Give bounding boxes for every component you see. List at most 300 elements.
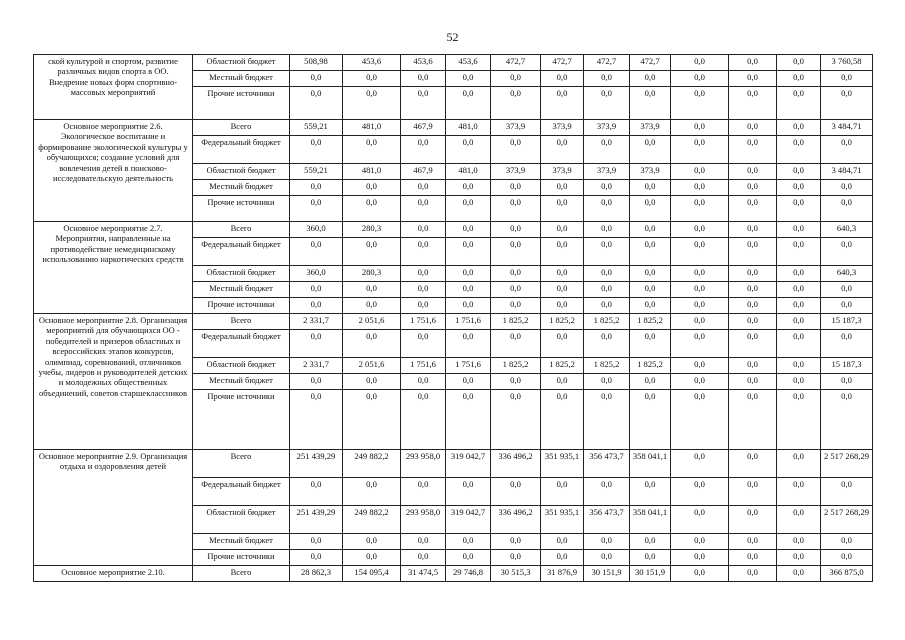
amount-cell: 0,0	[671, 374, 729, 390]
amount-cell: 0,0	[671, 330, 729, 358]
funding-source: Местный бюджет	[193, 534, 290, 550]
amount-cell: 0,0	[343, 87, 401, 120]
amount-cell: 0,0	[821, 298, 873, 314]
amount-cell: 0,0	[401, 196, 446, 222]
amount-cell: 481,0	[446, 164, 491, 180]
amount-cell: 0,0	[290, 534, 343, 550]
amount-cell: 0,0	[401, 298, 446, 314]
activity-description: Основное мероприятие 2.8. Организация мероприятий для обучающихся ОО - победителей и призеров областных и всероссийских этапов конкурсов, олимпиад, соревнований, отличников учебы, лидеров и руководителей детских и молодежных общественных объединений, советов старшеклассников	[34, 314, 193, 450]
amount-cell: 0,0	[491, 136, 541, 164]
amount-cell: 0,0	[821, 374, 873, 390]
amount-cell: 0,0	[343, 478, 401, 506]
amount-cell: 0,0	[446, 222, 491, 238]
amount-cell: 0,0	[671, 534, 729, 550]
amount-cell: 0,0	[671, 506, 729, 534]
amount-cell: 0,0	[729, 120, 777, 136]
amount-cell: 0,0	[729, 478, 777, 506]
funding-source: Областной бюджет	[193, 55, 290, 71]
amount-cell: 0,0	[491, 550, 541, 566]
amount-cell: 0,0	[671, 478, 729, 506]
amount-cell: 0,0	[584, 266, 630, 282]
amount-cell: 0,0	[777, 120, 821, 136]
amount-cell: 0,0	[630, 196, 671, 222]
amount-cell: 0,0	[821, 136, 873, 164]
amount-cell: 0,0	[777, 222, 821, 238]
funding-source: Областной бюджет	[193, 506, 290, 534]
amount-cell: 373,9	[541, 164, 584, 180]
funding-source: Прочие источники	[193, 390, 290, 450]
amount-cell: 0,0	[401, 478, 446, 506]
amount-cell: 0,0	[777, 330, 821, 358]
amount-cell: 1 751,6	[446, 314, 491, 330]
funding-source: Областной бюджет	[193, 164, 290, 180]
table-row	[34, 566, 873, 582]
amount-cell: 0,0	[541, 180, 584, 196]
amount-cell: 0,0	[491, 71, 541, 87]
activity-description: Основное мероприятие 2.7. Мероприятия, направленные на противодействие немедицинскому использованию наркотических средств	[34, 222, 193, 314]
amount-cell: 0,0	[541, 87, 584, 120]
amount-cell: 0,0	[446, 390, 491, 450]
amount-cell: 0,0	[343, 71, 401, 87]
funding-source: Всего	[193, 450, 290, 478]
amount-cell: 0,0	[777, 358, 821, 374]
amount-cell: 373,9	[541, 120, 584, 136]
amount-cell: 0,0	[446, 238, 491, 266]
amount-cell: 0,0	[671, 566, 729, 582]
amount-cell: 0,0	[491, 374, 541, 390]
amount-cell: 0,0	[446, 478, 491, 506]
amount-cell: 0,0	[630, 222, 671, 238]
amount-cell: 280,3	[343, 222, 401, 238]
amount-cell: 0,0	[630, 330, 671, 358]
amount-cell: 0,0	[777, 238, 821, 266]
amount-cell: 0,0	[671, 298, 729, 314]
amount-cell: 0,0	[401, 330, 446, 358]
amount-cell: 453,6	[343, 55, 401, 71]
amount-cell: 0,0	[491, 180, 541, 196]
amount-cell: 2 051,6	[343, 358, 401, 374]
amount-cell: 0,0	[584, 238, 630, 266]
amount-cell: 0,0	[446, 550, 491, 566]
amount-cell: 15 187,3	[821, 314, 873, 330]
amount-cell: 0,0	[584, 196, 630, 222]
amount-cell: 0,0	[729, 450, 777, 478]
amount-cell: 0,0	[729, 196, 777, 222]
funding-source: Федеральный бюджет	[193, 478, 290, 506]
amount-cell: 0,0	[401, 266, 446, 282]
amount-cell: 2 331,7	[290, 314, 343, 330]
amount-cell: 0,0	[729, 87, 777, 120]
amount-cell: 0,0	[491, 298, 541, 314]
amount-cell: 0,0	[343, 534, 401, 550]
amount-cell: 0,0	[630, 550, 671, 566]
amount-cell: 0,0	[777, 87, 821, 120]
amount-cell: 0,0	[671, 87, 729, 120]
amount-cell: 0,0	[630, 478, 671, 506]
amount-cell: 0,0	[491, 390, 541, 450]
amount-cell: 467,9	[401, 120, 446, 136]
amount-cell: 1 825,2	[584, 314, 630, 330]
amount-cell: 0,0	[541, 222, 584, 238]
amount-cell: 453,6	[446, 55, 491, 71]
amount-cell: 0,0	[584, 180, 630, 196]
amount-cell: 249 882,2	[343, 506, 401, 534]
amount-cell: 0,0	[821, 390, 873, 450]
amount-cell: 0,0	[671, 196, 729, 222]
amount-cell: 0,0	[401, 71, 446, 87]
amount-cell: 0,0	[541, 266, 584, 282]
amount-cell: 0,0	[401, 222, 446, 238]
table-row	[34, 314, 873, 330]
amount-cell: 373,9	[491, 120, 541, 136]
amount-cell: 640,3	[821, 222, 873, 238]
amount-cell: 0,0	[630, 180, 671, 196]
amount-cell: 0,0	[821, 478, 873, 506]
amount-cell: 0,0	[343, 330, 401, 358]
amount-cell: 0,0	[777, 71, 821, 87]
amount-cell: 0,0	[401, 238, 446, 266]
funding-source: Местный бюджет	[193, 71, 290, 87]
amount-cell: 0,0	[729, 506, 777, 534]
amount-cell: 319 042,7	[446, 450, 491, 478]
amount-cell: 0,0	[541, 374, 584, 390]
amount-cell: 0,0	[729, 550, 777, 566]
amount-cell: 0,0	[491, 266, 541, 282]
amount-cell: 0,0	[401, 550, 446, 566]
funding-source: Областной бюджет	[193, 358, 290, 374]
amount-cell: 1 825,2	[630, 314, 671, 330]
amount-cell: 2 517 268,29	[821, 450, 873, 478]
amount-cell: 351 935,1	[541, 506, 584, 534]
amount-cell: 0,0	[630, 87, 671, 120]
amount-cell: 31 876,9	[541, 566, 584, 582]
amount-cell: 0,0	[446, 180, 491, 196]
amount-cell: 1 751,6	[401, 358, 446, 374]
amount-cell: 559,21	[290, 120, 343, 136]
amount-cell: 0,0	[343, 196, 401, 222]
amount-cell: 0,0	[491, 330, 541, 358]
amount-cell: 0,0	[290, 71, 343, 87]
amount-cell: 0,0	[821, 238, 873, 266]
amount-cell: 0,0	[446, 330, 491, 358]
funding-source: Прочие источники	[193, 550, 290, 566]
amount-cell: 0,0	[821, 71, 873, 87]
amount-cell: 0,0	[777, 298, 821, 314]
amount-cell: 0,0	[671, 314, 729, 330]
amount-cell: 0,0	[821, 180, 873, 196]
amount-cell: 0,0	[446, 298, 491, 314]
amount-cell: 0,0	[446, 374, 491, 390]
amount-cell: 0,0	[446, 196, 491, 222]
amount-cell: 0,0	[630, 282, 671, 298]
budget-table	[33, 54, 873, 582]
amount-cell: 0,0	[671, 55, 729, 71]
amount-cell: 0,0	[541, 196, 584, 222]
amount-cell: 0,0	[671, 164, 729, 180]
funding-source: Областной бюджет	[193, 266, 290, 282]
amount-cell: 0,0	[821, 330, 873, 358]
amount-cell: 336 496,2	[491, 450, 541, 478]
amount-cell: 0,0	[729, 330, 777, 358]
amount-cell: 358 041,1	[630, 506, 671, 534]
amount-cell: 0,0	[401, 374, 446, 390]
funding-source: Федеральный бюджет	[193, 330, 290, 358]
amount-cell: 0,0	[630, 266, 671, 282]
amount-cell: 0,0	[729, 298, 777, 314]
amount-cell: 481,0	[343, 120, 401, 136]
amount-cell: 0,0	[491, 478, 541, 506]
amount-cell: 351 935,1	[541, 450, 584, 478]
amount-cell: 0,0	[343, 390, 401, 450]
amount-cell: 472,7	[630, 55, 671, 71]
amount-cell: 0,0	[777, 450, 821, 478]
amount-cell: 0,0	[541, 550, 584, 566]
amount-cell: 0,0	[343, 550, 401, 566]
amount-cell: 0,0	[671, 390, 729, 450]
amount-cell: 0,0	[777, 55, 821, 71]
amount-cell: 356 473,7	[584, 450, 630, 478]
amount-cell: 559,21	[290, 164, 343, 180]
amount-cell: 0,0	[584, 136, 630, 164]
amount-cell: 0,0	[671, 120, 729, 136]
amount-cell: 360,0	[290, 222, 343, 238]
funding-source: Прочие источники	[193, 298, 290, 314]
table-row	[34, 222, 873, 238]
amount-cell: 373,9	[630, 164, 671, 180]
page-number: 52	[446, 30, 459, 44]
amount-cell: 0,0	[446, 136, 491, 164]
amount-cell: 0,0	[290, 136, 343, 164]
amount-cell: 467,9	[401, 164, 446, 180]
amount-cell: 0,0	[290, 390, 343, 450]
amount-cell: 1 825,2	[630, 358, 671, 374]
amount-cell: 0,0	[729, 534, 777, 550]
amount-cell: 0,0	[343, 136, 401, 164]
amount-cell: 373,9	[630, 120, 671, 136]
amount-cell: 251 439,29	[290, 506, 343, 534]
amount-cell: 251 439,29	[290, 450, 343, 478]
amount-cell: 0,0	[343, 298, 401, 314]
amount-cell: 373,9	[584, 164, 630, 180]
amount-cell: 0,0	[584, 550, 630, 566]
amount-cell: 0,0	[584, 71, 630, 87]
table-row	[34, 450, 873, 478]
amount-cell: 0,0	[777, 478, 821, 506]
amount-cell: 0,0	[729, 566, 777, 582]
amount-cell: 0,0	[821, 550, 873, 566]
amount-cell: 0,0	[290, 282, 343, 298]
amount-cell: 0,0	[541, 298, 584, 314]
amount-cell: 360,0	[290, 266, 343, 282]
amount-cell: 472,7	[584, 55, 630, 71]
funding-source: Федеральный бюджет	[193, 238, 290, 266]
amount-cell: 508,98	[290, 55, 343, 71]
amount-cell: 0,0	[584, 478, 630, 506]
amount-cell: 0,0	[541, 136, 584, 164]
amount-cell: 0,0	[777, 314, 821, 330]
amount-cell: 0,0	[401, 87, 446, 120]
amount-cell: 1 825,2	[541, 358, 584, 374]
funding-source: Прочие источники	[193, 196, 290, 222]
amount-cell: 0,0	[290, 238, 343, 266]
amount-cell: 0,0	[401, 136, 446, 164]
amount-cell: 0,0	[671, 71, 729, 87]
amount-cell: 0,0	[584, 222, 630, 238]
amount-cell: 356 473,7	[584, 506, 630, 534]
amount-cell: 358 041,1	[630, 450, 671, 478]
amount-cell: 0,0	[671, 358, 729, 374]
table-row	[34, 55, 873, 71]
amount-cell: 0,0	[729, 390, 777, 450]
amount-cell: 0,0	[584, 298, 630, 314]
amount-cell: 0,0	[777, 266, 821, 282]
amount-cell: 0,0	[290, 180, 343, 196]
amount-cell: 0,0	[821, 196, 873, 222]
amount-cell: 0,0	[541, 238, 584, 266]
amount-cell: 29 746,8	[446, 566, 491, 582]
amount-cell: 0,0	[584, 87, 630, 120]
amount-cell: 0,0	[729, 55, 777, 71]
amount-cell: 0,0	[630, 298, 671, 314]
amount-cell: 2 331,7	[290, 358, 343, 374]
amount-cell: 0,0	[630, 374, 671, 390]
amount-cell: 0,0	[777, 196, 821, 222]
amount-cell: 0,0	[401, 390, 446, 450]
activity-description: Основное мероприятие 2.9. Организация отдыха и оздоровления детей	[34, 450, 193, 566]
amount-cell: 30 515,3	[491, 566, 541, 582]
amount-cell: 0,0	[671, 136, 729, 164]
amount-cell: 0,0	[446, 534, 491, 550]
amount-cell: 1 751,6	[446, 358, 491, 374]
amount-cell: 0,0	[630, 136, 671, 164]
funding-source: Местный бюджет	[193, 180, 290, 196]
amount-cell: 280,3	[343, 266, 401, 282]
amount-cell: 0,0	[290, 550, 343, 566]
amount-cell: 319 042,7	[446, 506, 491, 534]
amount-cell: 0,0	[343, 238, 401, 266]
amount-cell: 0,0	[584, 282, 630, 298]
amount-cell: 15 187,3	[821, 358, 873, 374]
amount-cell: 0,0	[541, 71, 584, 87]
amount-cell: 0,0	[671, 450, 729, 478]
amount-cell: 0,0	[729, 358, 777, 374]
amount-cell: 0,0	[446, 71, 491, 87]
amount-cell: 0,0	[491, 238, 541, 266]
amount-cell: 0,0	[290, 330, 343, 358]
amount-cell: 472,7	[541, 55, 584, 71]
amount-cell: 2 517 268,29	[821, 506, 873, 534]
amount-cell: 0,0	[630, 71, 671, 87]
amount-cell: 0,0	[729, 71, 777, 87]
amount-cell: 0,0	[401, 180, 446, 196]
funding-source: Всего	[193, 222, 290, 238]
amount-cell: 0,0	[777, 136, 821, 164]
amount-cell: 0,0	[729, 238, 777, 266]
amount-cell: 293 958,0	[401, 450, 446, 478]
funding-source: Местный бюджет	[193, 374, 290, 390]
amount-cell: 0,0	[671, 238, 729, 266]
activity-description: ской культурой и спортом, развитие различных видов спорта в ОО. Внедрение новых форм спортивно-массовых мероприятий	[34, 55, 193, 120]
table-row	[34, 120, 873, 136]
amount-cell: 30 151,9	[630, 566, 671, 582]
amount-cell: 0,0	[343, 282, 401, 298]
amount-cell: 373,9	[491, 164, 541, 180]
amount-cell: 0,0	[777, 566, 821, 582]
amount-cell: 0,0	[290, 374, 343, 390]
amount-cell: 0,0	[401, 534, 446, 550]
amount-cell: 249 882,2	[343, 450, 401, 478]
amount-cell: 481,0	[446, 120, 491, 136]
amount-cell: 0,0	[777, 390, 821, 450]
amount-cell: 0,0	[584, 534, 630, 550]
amount-cell: 0,0	[729, 374, 777, 390]
amount-cell: 0,0	[630, 390, 671, 450]
funding-source: Всего	[193, 120, 290, 136]
amount-cell: 640,3	[821, 266, 873, 282]
amount-cell: 0,0	[777, 164, 821, 180]
amount-cell: 0,0	[446, 87, 491, 120]
funding-source: Федеральный бюджет	[193, 136, 290, 164]
amount-cell: 0,0	[729, 164, 777, 180]
amount-cell: 1 825,2	[584, 358, 630, 374]
amount-cell: 0,0	[729, 282, 777, 298]
amount-cell: 366 875,0	[821, 566, 873, 582]
amount-cell: 2 051,6	[343, 314, 401, 330]
amount-cell: 1 825,2	[541, 314, 584, 330]
amount-cell: 481,0	[343, 164, 401, 180]
amount-cell: 0,0	[777, 534, 821, 550]
funding-source: Всего	[193, 566, 290, 582]
amount-cell: 453,6	[401, 55, 446, 71]
amount-cell: 0,0	[821, 87, 873, 120]
amount-cell: 0,0	[630, 238, 671, 266]
funding-source: Прочие источники	[193, 87, 290, 120]
amount-cell: 0,0	[401, 282, 446, 298]
amount-cell: 0,0	[729, 180, 777, 196]
amount-cell: 1 825,2	[491, 314, 541, 330]
amount-cell: 3 760,58	[821, 55, 873, 71]
amount-cell: 1 825,2	[491, 358, 541, 374]
amount-cell: 0,0	[671, 222, 729, 238]
amount-cell: 0,0	[446, 266, 491, 282]
amount-cell: 0,0	[777, 506, 821, 534]
amount-cell: 0,0	[541, 330, 584, 358]
amount-cell: 0,0	[290, 196, 343, 222]
amount-cell: 3 484,71	[821, 120, 873, 136]
amount-cell: 0,0	[491, 282, 541, 298]
amount-cell: 0,0	[541, 534, 584, 550]
amount-cell: 0,0	[729, 222, 777, 238]
amount-cell: 0,0	[290, 298, 343, 314]
amount-cell: 0,0	[491, 196, 541, 222]
amount-cell: 472,7	[491, 55, 541, 71]
amount-cell: 0,0	[777, 180, 821, 196]
funding-source: Всего	[193, 314, 290, 330]
amount-cell: 0,0	[491, 534, 541, 550]
amount-cell: 0,0	[671, 282, 729, 298]
amount-cell: 3 484,71	[821, 164, 873, 180]
amount-cell: 0,0	[584, 374, 630, 390]
amount-cell: 0,0	[821, 282, 873, 298]
amount-cell: 336 496,2	[491, 506, 541, 534]
amount-cell: 0,0	[343, 180, 401, 196]
amount-cell: 0,0	[584, 330, 630, 358]
activity-description: Основное мероприятие 2.10.	[34, 566, 193, 582]
amount-cell: 0,0	[777, 550, 821, 566]
amount-cell: 293 958,0	[401, 506, 446, 534]
amount-cell: 0,0	[541, 478, 584, 506]
funding-source: Местный бюджет	[193, 282, 290, 298]
